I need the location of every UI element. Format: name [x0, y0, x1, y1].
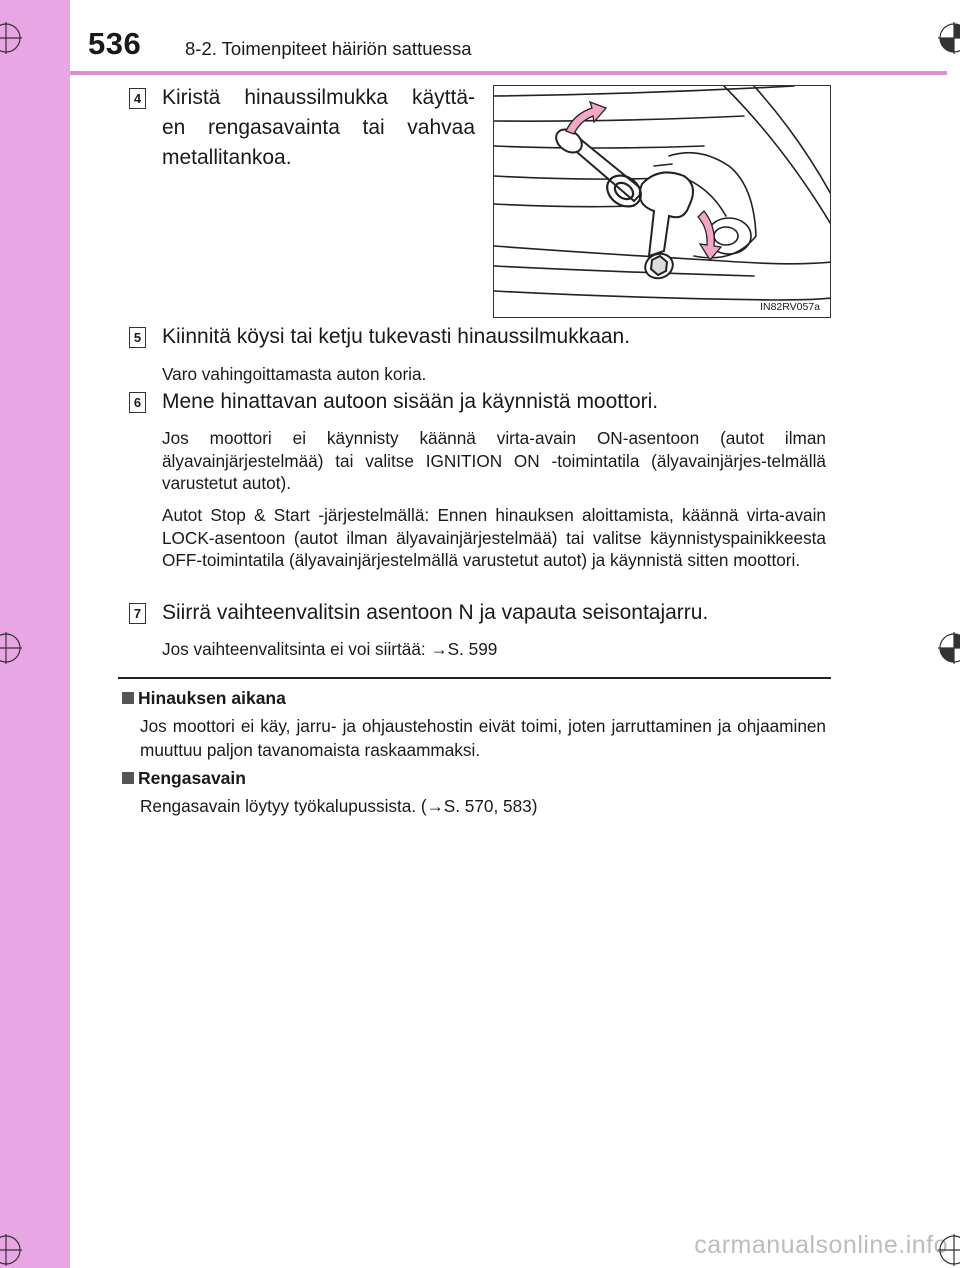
watermark: carmanualsonline.info [694, 1231, 948, 1259]
step-4-line-3: metallitankoa. [162, 146, 292, 169]
section-body-towing: Jos moottori ei käy, jarru- ja ohjaustehostin eivät toimi, joten jarruttaminen ja ohjaaminen muuttuu paljon tavanomaista raskaammaksi. [140, 716, 826, 760]
step-6-text: Mene hinattavan autoon sisään ja käynnistä moottori. [162, 390, 659, 413]
page-number: 536 [88, 26, 142, 61]
step-6-note-1: Jos moottori ei käynnisty käännä virta-avain ON-asentoon (autot ilman älyavainjärjestelmää) tai valitse IGNITION ON -toimintatila (älyavainjärjes-telmällä varustetut autot). [162, 428, 826, 493]
chapter-title: 8-2. Toimenpiteet häiriön sattuessa [185, 38, 472, 59]
step-number-6: 6 [129, 392, 146, 413]
step-4-line-1: Kiristä hinaussilmukka käyttä- [162, 86, 475, 109]
section-title-towing: Hinauksen aikana [138, 688, 286, 708]
step-6-note-2: Autot Stop & Start -järjestelmällä: Ennen hinauksen aloittamista, käännä virta-avain LOCK-asentoon (autot ilman älyavainjärjestelmää) tai valitse käynnistyspainikkeesta OFF-toimintatila (älyavainjärjestelmällä varustetut autot) ja käynnistä sitten moottori. [162, 505, 826, 570]
step-7-text: Siirrä vaihteenvalitsin asentoon N ja vapauta seisontajarru. [162, 601, 709, 624]
illustration-code: IN82RV057a [760, 301, 820, 313]
step-5-note: Varo vahingoittamasta auton koria. [162, 364, 427, 384]
step-number-4: 4 [129, 88, 146, 109]
section-body-wrench: Rengasavain löytyy työkalupussista. (→S. 570, 583) [140, 796, 538, 816]
step-7-note: Jos vaihteenvalitsinta ei voi siirtää: →S. 599 [162, 639, 498, 659]
section-title-wrench: Rengasavain [138, 768, 246, 788]
step-number-7: 7 [129, 603, 146, 624]
step-number-5: 5 [129, 327, 146, 348]
step-5-text: Kiinnitä köysi tai ketju tukevasti hinaussilmukkaan. [162, 325, 631, 348]
step-4-line-2: en rengasavainta tai vahvaa [162, 116, 475, 139]
